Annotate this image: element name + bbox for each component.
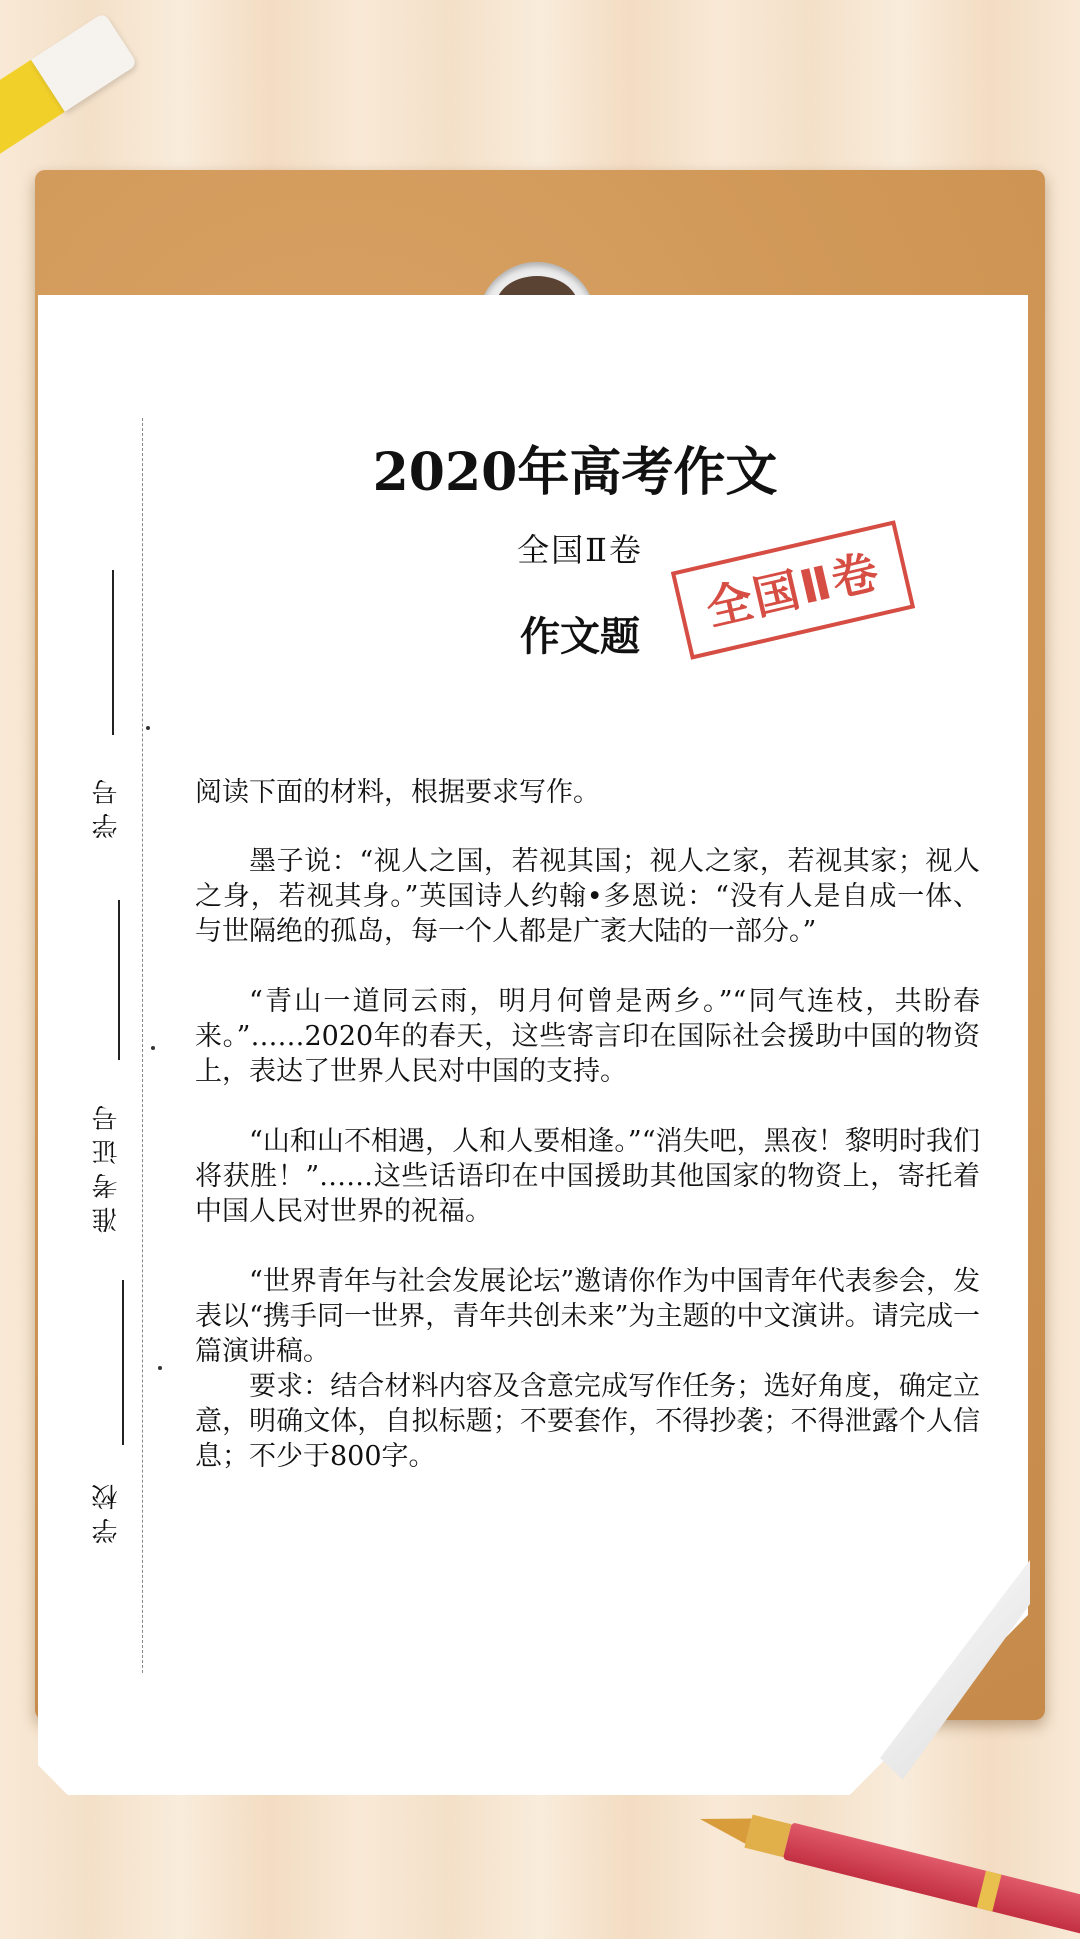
region-stamp: 全国Ⅱ卷	[671, 520, 915, 659]
pen-nib	[697, 1806, 752, 1843]
school-line	[122, 1280, 124, 1445]
material-paragraph: 墨子说：“视人之国，若视其国；视人之家，若视其家；视人之身，若视其身。”英国诗人约翰•多恩说：“没有人是自成一体、与世隔绝的孤岛，每一个人都是广袤大陆的一部分。”	[195, 846, 980, 947]
essay-prompt	[195, 775, 980, 1474]
binding-dot	[158, 1366, 162, 1370]
student-id-line	[112, 570, 114, 735]
page-title: 2020年高考作文	[372, 442, 778, 503]
exam-id-line	[118, 900, 120, 1060]
paper-subtitle: 全国Ⅱ卷	[517, 531, 643, 569]
material-paragraph: “山和山不相遇，人和人要相逢。”“消失吧，黑夜！黎明时我们将获胜！”……这些话语印在中国援助其他国家的物资上，寄托着中国人民对世界的祝福。	[195, 1126, 980, 1227]
school-label: 学校	[92, 1476, 122, 1544]
eraser-decoration	[0, 12, 138, 159]
student-id-label: 学号	[92, 771, 122, 839]
binding-line	[142, 418, 143, 1673]
section-heading: 作文题	[520, 614, 640, 660]
binding-dot	[146, 726, 150, 730]
task-paragraph: “世界青年与社会发展论坛”邀请你作为中国青年代表参会，发表以“携手同一世界，青年共创未来”为主题的中文演讲。请完成一篇演讲稿。	[195, 1266, 980, 1367]
requirements-paragraph: 要求：结合材料内容及含意完成写作任务；选好角度，确定立意，明确文体，自拟标题；不要套作，不得抄袭；不得泄露个人信息；不少于800字。	[195, 1371, 980, 1472]
exam-id-label: 准考证号	[92, 1097, 122, 1233]
material-paragraph: “青山一道同云雨，明月何曾是两乡。”“同气连枝，共盼春来。”……2020年的春天，这些寄言印在国际社会援助中国的物资上，表达了世界人民对中国的支持。	[195, 986, 980, 1087]
intro-text: 阅读下面的材料，根据要求写作。	[195, 777, 600, 808]
binding-dot	[151, 1046, 155, 1050]
fountain-pen-decoration	[695, 1801, 1080, 1939]
pen-barrel	[783, 1822, 1080, 1939]
